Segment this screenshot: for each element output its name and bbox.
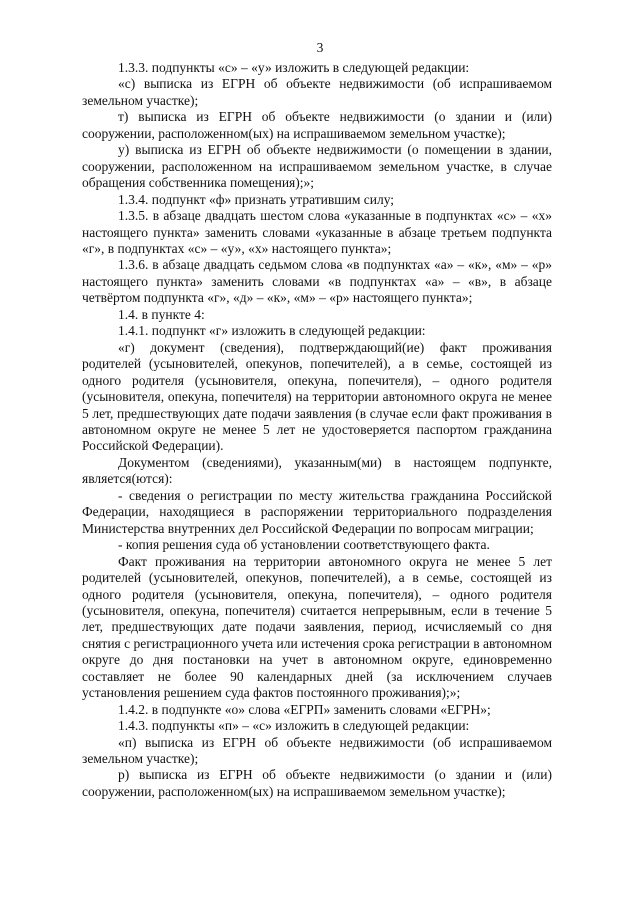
paragraph: 1.3.6. в абзаце двадцать седьмом слова «в подпунктах «а» – «к», «м» – «р» настоящего пункта» заменить словами «в подпунктах «а» – «в», в абзаце четвёртом подпункта «г», «д» – «к», «м» – «р» настоящего пункта»; <box>82 257 552 306</box>
paragraph: 1.3.5. в абзаце двадцать шестом слова «указанные в подпунктах «с» – «х» настоящего пункта» заменить словами «указанные в абзаце третьем подпункта «г», в подпунктах «с» – «у», «х» настоящего пункта»; <box>82 208 552 256</box>
paragraph: 1.4.2. в подпункте «о» слова «ЕГРП» заменить словами «ЕГРН»; <box>118 701 491 717</box>
paragraph: 1.4. в пункте 4: <box>118 306 205 322</box>
paragraph: у) выписка из ЕГРН об объекте недвижимости (о помещении в здании, сооружении, расположенном на испрашиваемом земельном участке, в случае обращения собственника помещения);»; <box>82 142 552 191</box>
paragraph: 1.4.1. подпункт «г» изложить в следующей редакции: <box>118 323 426 339</box>
paragraph: 1.3.4. подпункт «ф» признать утратившим силу; <box>118 191 395 207</box>
paragraph: «п) выписка из ЕГРН об объекте недвижимости (об испрашиваемом земельном участке); <box>82 734 552 767</box>
paragraph: «г) документ (сведения), подтверждающий(ие) факт проживания родителей (усыновителей, опекунов, попечителей), а в семье, состоящей из одного родителя (усыновителя, опекуна, попечителя), – одного родителя (усыновителя, опекуна, попечителя) на территории автономного округа не менее 5 лет, предшествующих дате подачи заявления (в случае если факт проживания в автономном округе не менее 5 лет не удостоверяется паспортом гражданина Российской Федерации). <box>82 339 552 454</box>
paragraph: 1.4.3. подпункты «п» – «с» изложить в следующей редакции: <box>118 718 470 734</box>
page-number: 3 <box>316 40 324 55</box>
paragraph: - сведения о регистрации по месту жительства гражданина Российской Федерации, находящиеся в распоряжении территориального подразделения Министерства внутренних дел Российской Федерации по вопросам миграции; <box>82 487 552 536</box>
document-body <box>82 60 552 800</box>
paragraph: т) выписка из ЕГРН об объекте недвижимости (о здании и (или) сооружении, расположенном(ых) на испрашиваемом земельном участке); <box>82 109 552 141</box>
paragraph: Факт проживания на территории автономного округа не менее 5 лет родителей (усыновителей, опекунов, попечителей), а в семье, состоящей из одного родителя (усыновителя, опекуна, попечителя), – одного родителя (усыновителя, опекуна, попечителя) считается непрерывным, если в течение 5 лет, предшествующих дате подачи заявления, период, исчисляемый со дня снятия с регистрационного учета или истечения срока регистрации в автономном округе до дня постановки на учет в автономном округе, единовременно составляет не более 90 календарных дней (за исключением случаев установления решением суда фактов постоянного проживания);»; <box>82 553 552 701</box>
paragraph: Документом (сведениями), указанным(ми) в настоящем подпункте, является(ются): <box>82 454 552 487</box>
paragraph: р) выписка из ЕГРН об объекте недвижимости (о здании и (или) сооружении, расположенном(ых) на испрашиваемом земельном участке); <box>82 767 552 799</box>
paragraph: «с) выписка из ЕГРН об объекте недвижимости (об испрашиваемом земельном участке); <box>82 76 552 108</box>
paragraph: - копия решения суда об установлении соответствующего факта. <box>118 537 490 553</box>
paragraph: 1.3.3. подпункты «с» – «у» изложить в следующей редакции: <box>118 60 470 75</box>
